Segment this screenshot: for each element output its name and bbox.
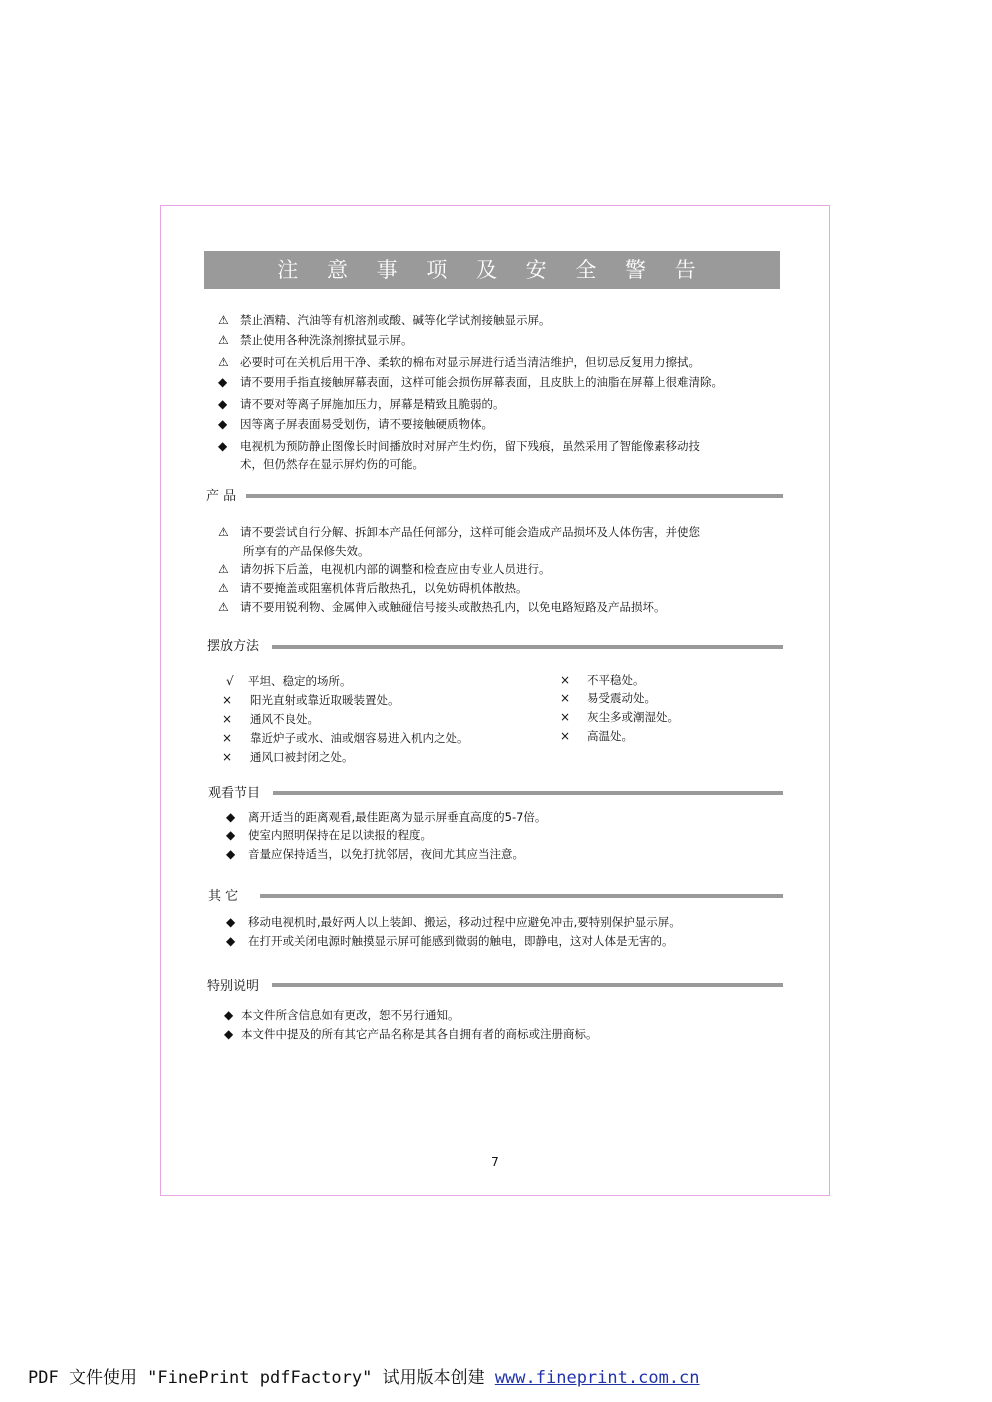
section-heading-other: 其 它 — [208, 889, 239, 904]
list-item: ◆ 因等离子屏表面易受划伤，请不要接触硬质物体。 — [218, 414, 493, 434]
footer-link[interactable]: www.fineprint.com.cn — [494, 1368, 700, 1388]
list-item: × 灰尘多或潮湿处。 — [560, 707, 679, 727]
cross-icon: × — [222, 750, 233, 764]
list-item: × 易受震动处。 — [560, 688, 656, 708]
list-item: ⚠ 请不要尝试自行分解、拆卸本产品任何部分，这样可能会造成产品损坏及人体伤害，并使您 — [218, 522, 700, 542]
diamond-bullet-icon: ◆ — [218, 417, 228, 431]
section-divider — [272, 645, 783, 649]
list-item: ◆ 请不要用手指直接触屏幕表面，这样可能会损伤屏幕表面，且皮肤上的油脂在屏幕上很难清除。 — [218, 372, 723, 392]
section-heading-viewing: 观看节目 — [208, 786, 261, 801]
list-item: × 阳光直射或靠近取暖装置处。 — [222, 690, 400, 710]
cross-icon: × — [560, 691, 571, 705]
list-item: ⚠ 禁止酒精、汽油等有机溶剂或酸、碱等化学试剂接触显示屏。 — [218, 310, 551, 330]
list-item: ◆ 请不要对等离子屏施加压力，屏幕是精致且脆弱的。 — [218, 394, 505, 414]
diamond-bullet-icon: ◆ — [218, 439, 228, 453]
section-heading-notes: 特别说明 — [207, 979, 260, 994]
cross-icon: × — [222, 712, 233, 726]
section-heading-product: 产 品 — [206, 489, 237, 504]
list-item: ◆ 使室内照明保持在足以读报的程度。 — [226, 825, 432, 845]
cross-icon: × — [560, 729, 571, 743]
cross-icon: × — [560, 673, 571, 687]
footer-text: PDF 文件使用 "FinePrint pdfFactory" 试用版本创建 — [28, 1368, 495, 1388]
list-item: ◆ 离开适当的距离观看,最佳距离为显示屏垂直高度的5-7倍。 — [226, 807, 546, 827]
warning-icon: ⚠ — [218, 355, 229, 369]
list-item: ◆ 在打开或关闭电源时触摸显示屏可能感到微弱的触电，即静电，这对人体是无害的。 — [226, 931, 674, 951]
warning-icon: ⚠ — [218, 581, 229, 595]
cross-icon: × — [222, 693, 233, 707]
section-divider — [246, 494, 783, 498]
list-item: ◆ 本文件所含信息如有更改，恕不另行通知。 — [224, 1005, 460, 1025]
section-divider — [260, 894, 783, 898]
diamond-bullet-icon: ◆ — [224, 1008, 234, 1022]
list-item: × 靠近炉子或水、油或烟容易进入机内之处。 — [222, 728, 469, 748]
warning-icon: ⚠ — [218, 525, 229, 539]
diamond-bullet-icon: ◆ — [218, 397, 228, 411]
page-number: 7 — [491, 1155, 499, 1169]
warning-icon: ⚠ — [218, 562, 229, 576]
diamond-bullet-icon: ◆ — [224, 1027, 234, 1041]
diamond-bullet-icon: ◆ — [226, 847, 236, 861]
list-item: × 不平稳处。 — [560, 670, 645, 690]
list-item: ◆ 音量应保持适当，以免打扰邻居，夜间尤其应当注意。 — [226, 844, 524, 864]
list-item: ⚠ 必要时可在关机后用干净、柔软的棉布对显示屏进行适当清洁维护，但切忌反复用力擦拭。 — [218, 352, 700, 372]
section-divider — [272, 983, 783, 987]
diamond-bullet-icon: ◆ — [218, 375, 228, 389]
list-item: ◆ 移动电视机时,最好两人以上装卸、搬运，移动过程中应避免冲击,要特别保护显示屏。 — [226, 912, 681, 932]
section-divider — [273, 791, 783, 795]
cross-icon: × — [560, 710, 571, 724]
warning-icon: ⚠ — [218, 600, 229, 614]
list-item-continuation: 所享有的产品保修失效。 — [243, 544, 370, 558]
list-item: ⚠ 禁止使用各种洗涤剂擦拭显示屏。 — [218, 330, 413, 350]
list-item: ⚠ 请勿拆下后盖，电视机内部的调整和检查应由专业人员进行。 — [218, 559, 551, 579]
diamond-bullet-icon: ◆ — [226, 934, 236, 948]
list-item: ⚠ 请不要用锐利物、金属伸入或触碰信号接头或散热孔内，以免电路短路及产品损坏。 — [218, 597, 666, 617]
list-item: ◆ 本文件中提及的所有其它产品名称是其各自拥有者的商标或注册商标。 — [224, 1024, 598, 1044]
cross-icon: × — [222, 731, 233, 745]
diamond-bullet-icon: ◆ — [226, 810, 236, 824]
list-item: × 高温处。 — [560, 726, 633, 746]
page-title: 注 意 事 项 及 安 全 警 告 — [204, 251, 780, 289]
section-heading-placement: 摆放方法 — [207, 639, 260, 654]
diamond-bullet-icon: ◆ — [226, 828, 236, 842]
list-item: ◆ 电视机为预防静止图像长时间播放时对屏产生灼伤，留下残痕，虽然采用了智能像素移动技 — [218, 436, 700, 456]
list-item: √ 平坦、稳定的场所。 — [226, 671, 352, 691]
check-icon: √ — [226, 674, 234, 688]
list-item-continuation: 术，但仍然存在显示屏灼伤的可能。 — [240, 457, 424, 471]
list-item: × 通风不良处。 — [222, 709, 319, 729]
warning-icon: ⚠ — [218, 313, 229, 327]
list-item: × 通风口被封闭之处。 — [222, 747, 354, 767]
list-item: ⚠ 请不要掩盖或阻塞机体背后散热孔，以免妨碍机体散热。 — [218, 578, 528, 598]
pdf-footer — [28, 1363, 700, 1388]
warning-icon: ⚠ — [218, 333, 229, 347]
diamond-bullet-icon: ◆ — [226, 915, 236, 929]
